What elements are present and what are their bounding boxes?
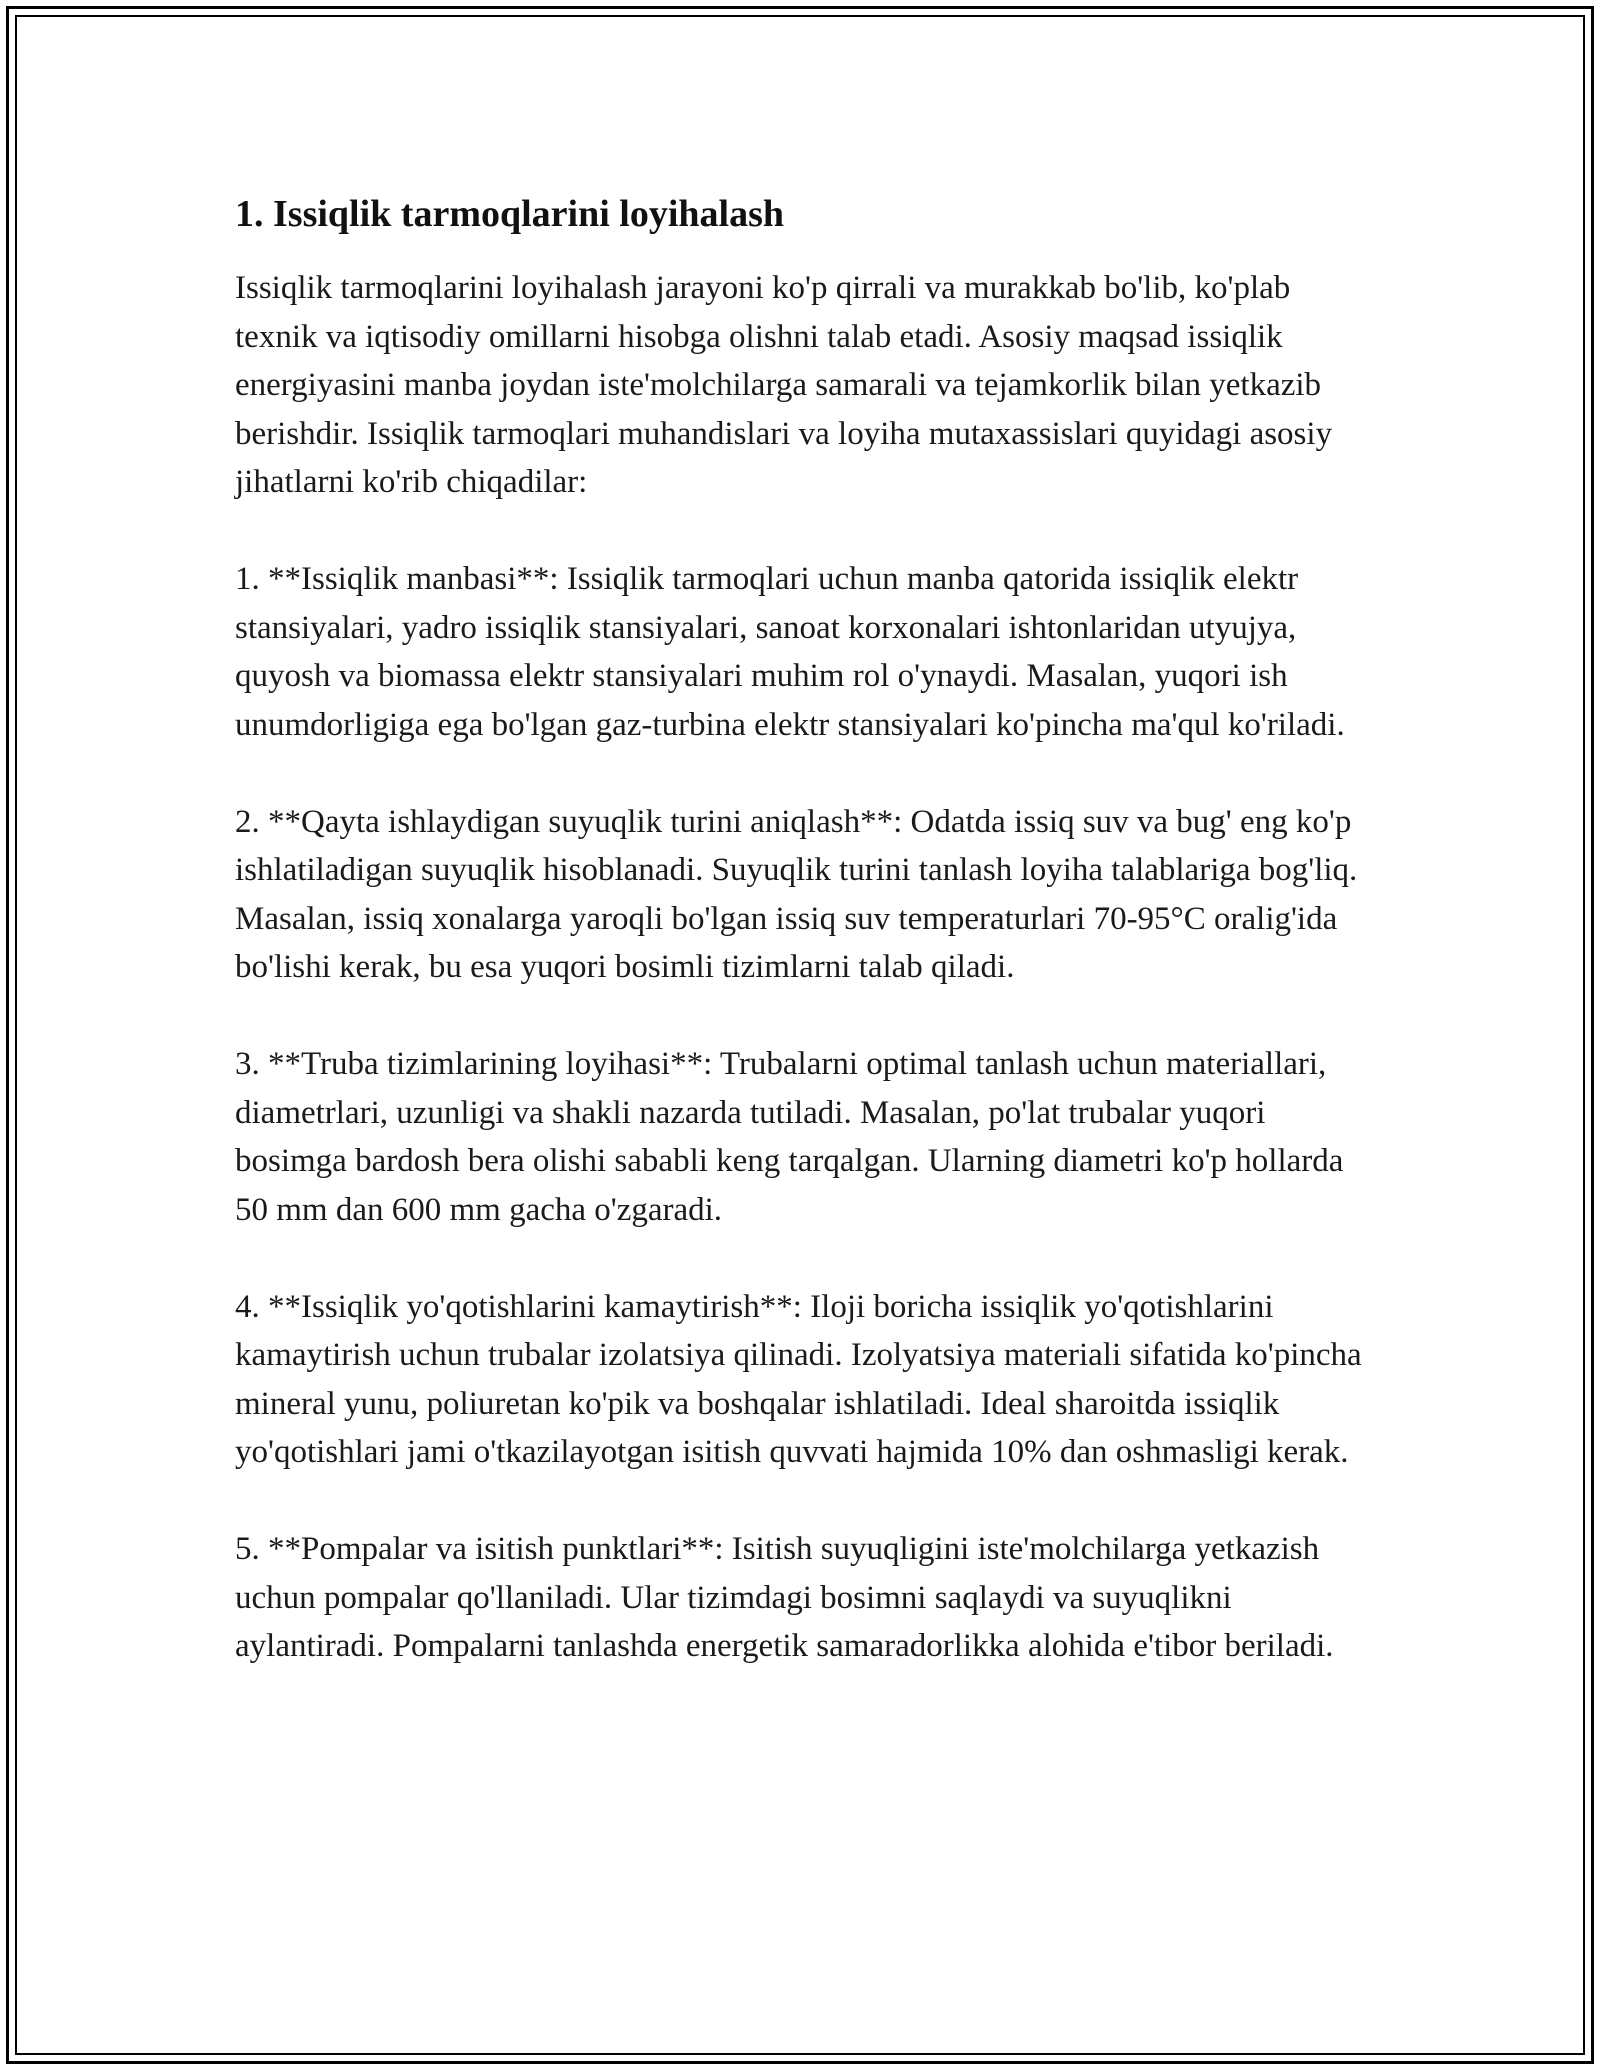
document-body	[235, 186, 1370, 1719]
list-item-pipe-design: 3. **Truba tizimlarining loyihasi**: Trubalarni optimal tanlash uchun materiallari, diametrlari, uzunligi va shakli nazarda tutiladi. Masalan, po'lat trubalar yuqori bosimga bardosh bera olishi sababli keng tarqalgan. Ularning diametri ko'p hollarda 50 mm dan 600 mm gacha o'zgaradi.	[235, 1046, 1344, 1228]
list-item-heat-source: 1. **Issiqlik manbasi**: Issiqlik tarmoqlari uchun manba qatorida issiqlik elektr stansiyalari, yadro issiqlik stansiyalari, sanoat korxonalari ishtonlaridan utyujya, quyosh va biomassa elektr stansiyalari muhim rol o'ynaydi. Masalan, yuqori ish unumdorligiga ega bo'lgan gaz-turbina elektr stansiyalari ko'pincha ma'qul ko'riladi.	[235, 561, 1345, 743]
document-title: 1. Issiqlik tarmoqlarini loyihalash	[235, 193, 785, 235]
list-item-pumps: 5. **Pompalar va isitish punktlari**: Isitish suyuqligini iste'molchilarga yetkazish uchun pompalar qo'llaniladi. Ular tizimdagi bosimni saqlaydi va suyuqlikni aylantiradi. Pompalarni tanlashda energetik samaradorlikka alohida e'tibor beriladi.	[235, 1531, 1334, 1664]
list-item-fluid-type: 2. **Qayta ishlaydigan suyuqlik turini aniqlash**: Odatda issiq suv va bug' eng ko'p ishlatiladigan suyuqlik hisoblanadi. Suyuqlik turini tanlash loyiha talablariga bog'liq. Masalan, issiq xonalarga yaroqli bo'lgan issiq suv temperaturlari 70-95°C oralig'ida bo'lishi kerak, bu esa yuqori bosimli tizimlarni talab qiladi.	[235, 803, 1358, 985]
list-item-heat-loss: 4. **Issiqlik yo'qotishlarini kamaytirish**: Iloji boricha issiqlik yo'qotishlarini kamaytirish uchun trubalar izolatsiya qilinadi. Izolyatsiya materiali sifatida ko'pincha mineral yunu, poliuretan ko'pik va boshqalar ishlatiladi. Ideal sharoitda issiqlik yo'qotishlari jami o'tkazilayotgan isitish quvvati hajmida 10% dan oshmasligi kerak.	[235, 1288, 1362, 1470]
intro-paragraph: Issiqlik tarmoqlarini loyihalash jarayoni ko'p qirrali va murakkab bo'lib, ko'plab texnik va iqtisodiy omillarni hisobga olishni talab etadi. Asosiy maqsad issiqlik energiyasini manba joydan iste'molchilarga samarali va tejamkorlik bilan yetkazib berishdir. Issiqlik tarmoqlari muhandislari va loyiha mutaxassislari quyidagi asosiy jihatlarni ko'rib chiqadilar:	[235, 270, 1333, 500]
